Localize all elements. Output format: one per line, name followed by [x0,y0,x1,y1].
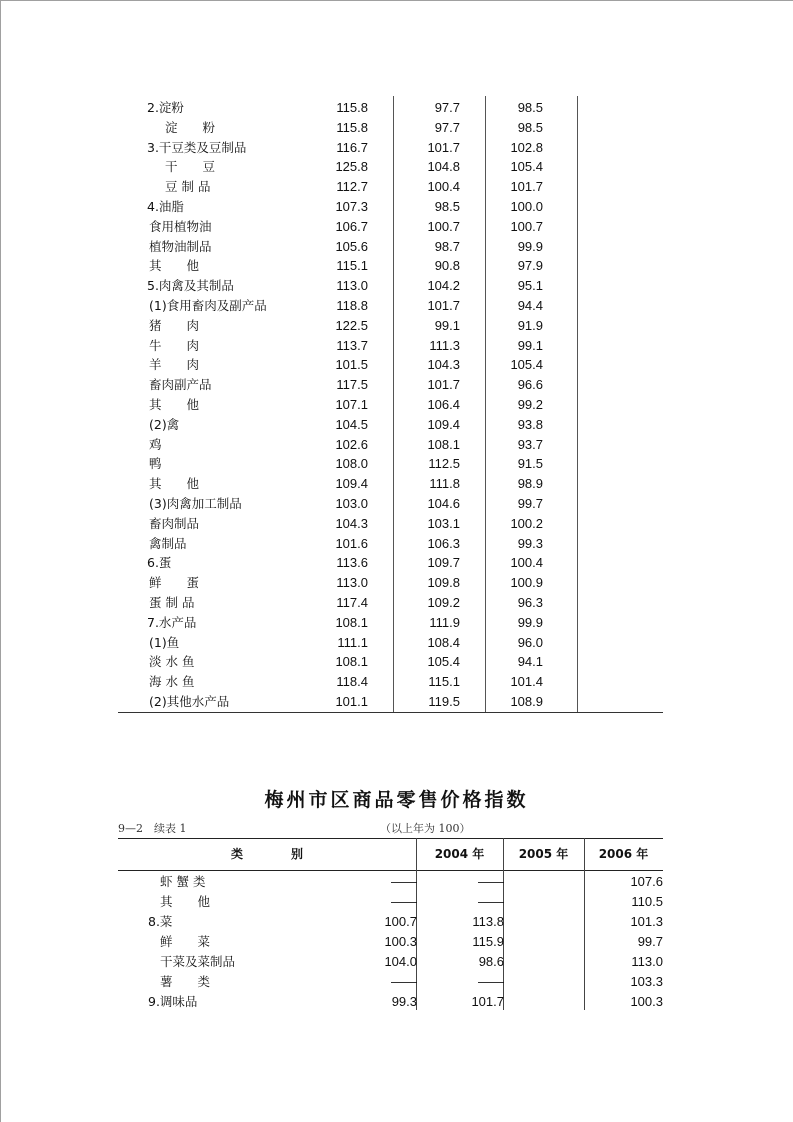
table-row [118,553,663,573]
cell-2005: —— [478,974,504,989]
cell-2005: 97.7 [434,100,460,115]
row-label: 鲜 菜 [160,934,211,949]
cell-2004: 100.3 [384,934,417,949]
table-row [118,375,663,395]
cell-2004: 112.7 [336,179,368,195]
cell-2004: 113.7 [336,337,368,353]
row-label: 蛋 制 品 [149,595,195,610]
table-row [118,992,663,1012]
row-label: (2)禽 [149,416,180,432]
header-2004: 2004 年 [434,847,485,861]
cell-2005: 106.4 [427,397,460,412]
cell-2006: 96.6 [517,377,543,393]
cell-2005: —— [478,894,504,909]
cell-2004: 113.6 [336,555,368,571]
cell-2006: 93.8 [517,416,543,432]
cell-2005: 104.8 [427,159,460,175]
table-id: 9—2 续表 1 [118,822,187,835]
table-row [118,316,663,336]
cell-2004: 115.1 [336,258,368,274]
cell-2005: 113.8 [472,914,504,929]
header-bottom-rule [118,870,663,871]
cell-2004: 104.0 [384,954,417,969]
row-label: 食用植物油 [149,218,212,234]
row-label: 鲜 蛋 [149,575,200,591]
cell-2004: 116.7 [336,139,368,155]
cell-2005: 119.5 [428,694,460,709]
table-row [118,892,663,912]
cell-2005: 112.5 [428,456,460,472]
cell-2005: 100.7 [427,218,460,234]
cell-2004: 106.7 [335,218,368,234]
table-row [118,534,663,554]
cell-2006: 99.3 [517,535,543,551]
cell-2006: 100.7 [510,218,543,234]
cell-2006: 103.3 [630,974,663,989]
row-label: 鸭 [149,456,162,472]
cell-2005: 100.4 [427,179,460,195]
cell-2004: 99.3 [391,994,417,1009]
cell-2004: 107.1 [335,397,368,412]
row-label: (1)食用畜肉及副产品 [149,298,267,313]
table-row [118,912,663,932]
row-label: 畜肉制品 [149,515,200,531]
cell-2006: 95.1 [517,278,543,294]
row-label: 羊 肉 [149,357,200,373]
table-row [118,593,663,613]
cell-2004: 102.6 [335,436,368,452]
cell-2004: 113.0 [336,575,368,591]
cell-2006: 99.9 [517,238,543,254]
row-label: 畜肉副产品 [149,377,212,393]
cell-2004: —— [391,874,417,889]
cell-2004: 101.5 [335,357,368,373]
cell-2004: 108.0 [335,456,368,472]
table-row [118,514,663,534]
row-label: 干菜及菜制品 [160,954,236,969]
cell-2004: 104.5 [335,416,368,432]
cell-2004: 115.8 [336,119,368,135]
cell-2004: 100.7 [384,914,417,929]
cell-2004: 111.1 [337,634,368,650]
cell-2005: 104.6 [427,496,460,511]
cell-2005: 108.1 [427,436,460,452]
table-row [118,138,663,158]
cell-2006: 101.4 [510,674,543,690]
table-row [118,672,663,692]
row-label: 2.淀粉 [147,100,184,115]
cell-2006: 113.0 [631,954,663,969]
cell-2006: 91.9 [517,317,543,333]
cell-2006: 100.3 [630,994,663,1009]
row-label: 6.蛋 [147,555,172,571]
page-title: 梅州市区商品零售价格指数 [264,789,529,811]
cell-2006: 98.5 [517,119,543,135]
cell-2005: 111.9 [429,614,460,630]
row-label: 其 他 [149,258,200,274]
cell-2006: 99.9 [517,614,543,630]
row-label: 其 他 [149,476,200,492]
row-label: 其 他 [160,894,211,909]
table-bottom-rule [118,712,663,713]
cell-2006: 96.0 [517,634,543,650]
table-row [118,454,663,474]
table-row [118,474,663,494]
header-2005: 2005 年 [518,847,569,861]
table-row [118,573,663,593]
cell-2006: 94.4 [517,298,543,313]
table-row [118,98,663,118]
table-row [118,336,663,356]
table-row [118,177,663,197]
cell-2006: 102.8 [510,139,543,155]
cell-2005: 90.8 [434,258,460,274]
cell-2006: 105.4 [510,159,543,175]
header-category: 类 别 [230,847,303,861]
cell-2006: 91.5 [517,456,543,472]
row-label: 4.油脂 [147,199,184,214]
cell-2004: —— [391,894,417,909]
cell-2005: 97.7 [434,119,460,135]
cell-2004: 105.6 [335,238,368,254]
row-label: 猪 肉 [149,317,200,333]
cell-2006: 99.1 [517,337,543,353]
row-label: 豆 制 品 [165,179,211,195]
row-label: 鸡 [149,436,162,452]
cell-2005: 108.4 [427,634,460,650]
table-row [118,395,663,415]
table-row [118,276,663,296]
cell-2004: 122.5 [335,317,368,333]
cell-2006: 94.1 [517,654,543,670]
cell-2006: 99.2 [517,397,543,412]
cell-2004: 109.4 [335,476,368,492]
cell-2004: 117.4 [336,595,368,610]
table-row [118,872,663,892]
cell-2005: 109.7 [427,555,460,571]
header-2006: 2006 年 [598,847,649,861]
table-row [118,952,663,972]
row-label: 淀 粉 [165,119,216,135]
table-row [118,652,663,672]
cell-2004: 113.0 [336,278,368,294]
cell-2006: 99.7 [517,496,543,511]
cell-2005: 115.1 [428,674,460,690]
table-row [118,613,663,633]
table-row [118,197,663,217]
cell-2005: 111.3 [429,337,460,353]
cell-2004: 104.3 [335,515,368,531]
cell-2006: 101.3 [630,914,663,929]
cell-2006: 96.3 [517,595,543,610]
cell-2005: 101.7 [427,298,460,313]
cell-2005: 99.1 [434,317,460,333]
cell-2006: 100.4 [510,555,543,571]
row-label: 虾 蟹 类 [160,874,206,889]
cell-2005: 101.7 [427,377,460,393]
cell-2005: 103.1 [427,515,460,531]
cell-2006: 105.4 [510,357,543,373]
row-label: 干 豆 [165,159,216,175]
table-row [118,296,663,316]
row-label: (2)其他水产品 [149,694,230,709]
table-row [118,256,663,276]
row-label: (1)鱼 [149,634,180,650]
cell-2005: 104.3 [427,357,460,373]
row-label: 8.菜 [148,914,173,929]
cell-2006: 100.9 [510,575,543,591]
cell-2006: 100.2 [510,515,543,531]
row-label: 其 他 [149,397,200,412]
cell-2004: 108.1 [335,654,368,670]
table-row [118,692,663,712]
cell-2006: 93.7 [517,436,543,452]
cell-2005: 109.4 [427,416,460,432]
row-label: 9.调味品 [148,994,198,1009]
table-row [118,932,663,952]
cell-2005: 111.8 [429,476,460,492]
cell-2005: —— [478,874,504,889]
table-row [118,494,663,514]
cell-2005: 115.9 [472,934,504,949]
base-note: （以上年为 100） [380,822,471,835]
cell-2006: 101.7 [510,179,543,195]
table-row [118,972,663,992]
cell-2005: 109.8 [427,575,460,591]
cell-2004: 115.8 [336,100,368,115]
table-row [118,237,663,257]
table-row [118,355,663,375]
cell-2004: 117.5 [336,377,368,393]
cell-2006: 107.6 [630,874,663,889]
cell-2004: 108.1 [335,614,368,630]
row-label: 淡 水 鱼 [149,654,195,670]
row-label: 7.水产品 [147,614,197,630]
table-row [118,157,663,177]
row-label: 3.干豆类及豆制品 [147,139,247,155]
cell-2005: 98.6 [478,954,504,969]
row-label: 禽制品 [149,535,187,551]
row-label: (3)肉禽加工制品 [149,496,242,511]
page-border-left [0,0,1,1122]
table-row [118,435,663,455]
table-row [118,633,663,653]
cell-2004: 107.3 [335,199,368,214]
row-label: 牛 肉 [149,337,200,353]
cell-2005: 106.3 [427,535,460,551]
cell-2005: 98.5 [434,199,460,214]
cell-2005: 105.4 [427,654,460,670]
row-label: 植物油制品 [149,238,212,254]
row-label: 5.肉禽及其制品 [147,278,234,294]
cell-2006: 110.5 [631,894,663,909]
cell-2004: 103.0 [335,496,368,511]
table-row [118,118,663,138]
cell-2004: 125.8 [335,159,368,175]
table-row [118,217,663,237]
cell-2004: 118.8 [336,298,368,313]
cell-2006: 108.9 [510,694,543,709]
cell-2004: 101.1 [335,694,368,709]
cell-2005: 109.2 [427,595,460,610]
cell-2005: 101.7 [471,994,504,1009]
cell-2004: —— [391,974,417,989]
table-row [118,415,663,435]
cell-2005: 104.2 [427,278,460,294]
row-label: 海 水 鱼 [149,674,195,690]
row-label: 薯 类 [160,974,211,989]
cell-2004: 118.4 [336,674,368,690]
cell-2006: 98.9 [517,476,543,492]
cell-2005: 98.7 [434,238,460,254]
cell-2005: 101.7 [427,139,460,155]
cell-2006: 98.5 [517,100,543,115]
cell-2006: 99.7 [637,934,663,949]
cell-2006: 100.0 [510,199,543,214]
cell-2006: 97.9 [517,258,543,274]
cell-2004: 101.6 [335,535,368,551]
page-border-top [0,0,793,1]
